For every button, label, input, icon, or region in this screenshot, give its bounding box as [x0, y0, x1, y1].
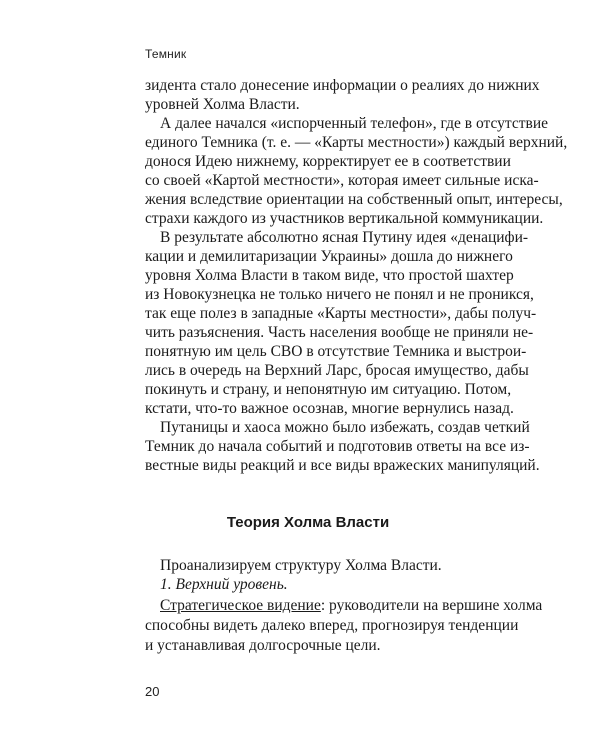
- text-line: А далее начался «испорченный телефон», где в отсутствие: [160, 115, 549, 132]
- list-item-heading: 1. Верхний уровень.: [160, 576, 288, 593]
- text-line: и устанавливая долгосрочные цели.: [145, 637, 381, 654]
- text-line: чить разъяснения. Часть населения вообще не приняли не-: [145, 324, 534, 341]
- text-line: уровней Холма Власти.: [145, 96, 300, 113]
- text-line: из Новокузнецка не только ничего не понял и не проникся,: [145, 286, 534, 303]
- text-line: единого Темника (т. е. — «Карты местности») каждый верхний,: [145, 134, 568, 151]
- section-heading: Теория Холма Власти: [226, 514, 390, 531]
- text-line: уровня Холма Власти в таком виде, что простой шахтер: [145, 267, 514, 284]
- running-head: Темник: [145, 47, 187, 61]
- text-line: зидента стало донесение информации о реалиях до нижних: [145, 77, 540, 94]
- text-line: [160, 597, 543, 615]
- text-line: Путаницы и хаоса можно было избежать, создав четкий: [160, 419, 530, 436]
- text-line: страхи каждого из участников вертикальной коммуникации.: [145, 210, 544, 227]
- underlined-term: Стратегическое видение: [160, 597, 321, 614]
- text-line: так еще полез в западные «Карты местности», дабы получ-: [145, 305, 537, 322]
- text-line: кстати, что-то важное осознав, многие вернулись назад.: [145, 400, 514, 417]
- text-line: жения вследствие ориентации на собственный опыт, интересы,: [145, 191, 563, 208]
- text-line: вестные виды реакций и все виды вражеских манипуляций.: [145, 457, 540, 474]
- paragraph-5: Проанализируем структуру Холма Власти.: [160, 557, 442, 574]
- text-line: способны видеть далеко вперед, прогнозируя тенденции: [145, 617, 519, 634]
- text-line: покинуть и страну, и непонятную им ситуацию. Потом,: [145, 381, 512, 398]
- text-line: со своей «Картой местности», которая имеет сильные иска-: [145, 172, 539, 189]
- definition-text: : руководители на вершине холма: [320, 597, 543, 614]
- page-number: 20: [145, 684, 160, 699]
- text-line: понятную им цель СВО в отсутствие Темника и выстрои-: [145, 343, 527, 360]
- text-line: Темник до начала событий и подготовив ответы на все из-: [145, 438, 530, 455]
- text-line: лись в очередь на Верхний Ларс, бросая имущество, дабы: [145, 362, 529, 379]
- text-line: кации и демилитаризации Украины» дошла до нижнего: [145, 248, 513, 265]
- text-line: донося Идею нижнему, корректирует ее в соответствии: [145, 153, 511, 170]
- text-line: В результате абсолютно ясная Путину идея «денацифи-: [160, 229, 529, 246]
